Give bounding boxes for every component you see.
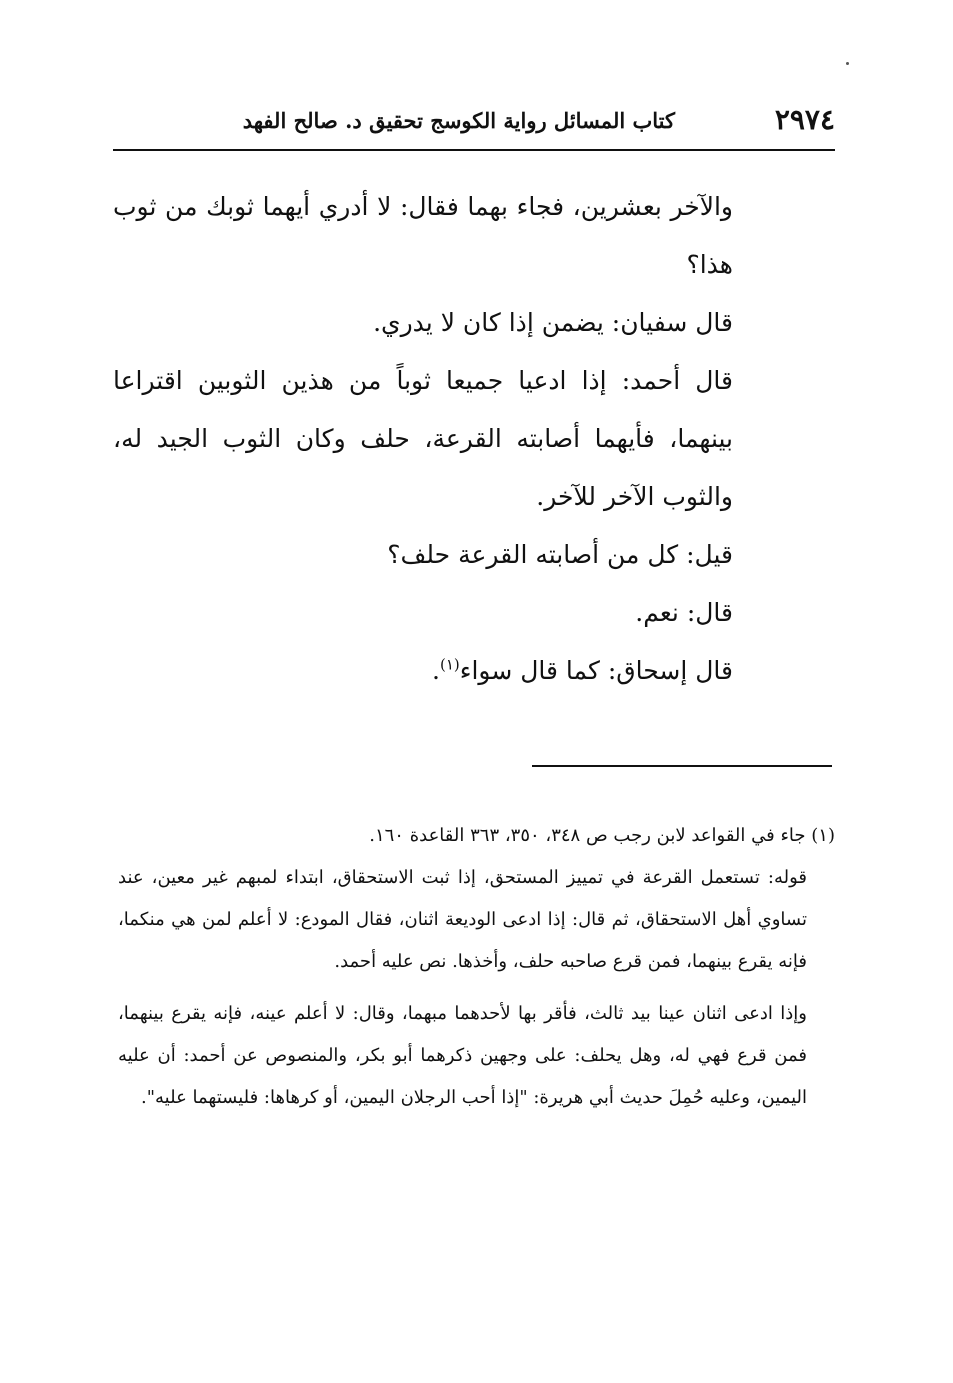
- footnote-1-paragraph-2: وإذا ادعى اثنان عينا بيد ثالث، فأقر بها لأحدهما مبهما، وقال: لا أعلم عينه، فإنه يقرع بينهما، فمن قرع فهي له، وهل يحلف: على وجهين ذكرهما أبو بكر، والمنصوص عن أحمد: أن عليه اليمين، وعليه حُمِلَ حديث أبي هريرة: "إذا أحب الرجلان اليمين، أو كرهاها: فليستهما عليه".: [118, 1003, 807, 1108]
- page-number: ٢٩٧٤: [774, 103, 835, 136]
- footnote-rule: [532, 765, 832, 767]
- main-text: [113, 178, 733, 700]
- scan-speck: [846, 62, 849, 65]
- footnote-marker: (١): [439, 655, 460, 674]
- paragraph-3: قال أحمد: إذا ادعيا جميعا ثوباً من هذين الثوبين اقتراعا بينهما، فأيهما أصابته القرعة، حلف وكان الثوب الجيد له، والثوب الآخر للآخر.: [113, 366, 733, 511]
- paragraph-5: قال: نعم.: [635, 598, 733, 627]
- header-rule: [113, 149, 835, 151]
- paragraph-6-end: .: [432, 656, 440, 685]
- page-header: [113, 100, 835, 140]
- paragraph-6: [113, 642, 733, 700]
- footnotes: [118, 815, 835, 1119]
- paragraph-6-text: قال إسحاق: كما قال سواء: [459, 656, 733, 685]
- running-title: كتاب المسائل رواية الكوسج تحقيق د. صالح الفهد: [242, 108, 675, 133]
- paragraph-2: قال سفيان: يضمن إذا كان لا يدري.: [373, 308, 733, 337]
- footnote-1-heading: (١) جاء في القواعد لابن رجب ص ٣٤٨، ٣٥٠، ٣٦٣ القاعدة ١٦٠.: [369, 825, 835, 846]
- paragraph-4: قيل: كل من أصابته القرعة حلف؟: [387, 540, 733, 569]
- footnote-1-paragraph-1: قوله: تستعمل القرعة في تمييز المستحق، إذا ثبت الاستحقاق، ابتداء لمبهم غير معين، عند تساوي أهل الاستحقاق، ثم قال: إذا ادعى الوديعة اثنان، فقال المودع: لا أعلم لمن هي منكما، فإنه يقرع بينهما، فمن قرع صاحبه حلف، وأخذها. نص عليه أحمد.: [118, 867, 807, 972]
- paragraph-1: والآخر بعشرين، فجاء بهما فقال: لا أدري أيهما ثوبك من ثوب هذا؟: [113, 192, 733, 279]
